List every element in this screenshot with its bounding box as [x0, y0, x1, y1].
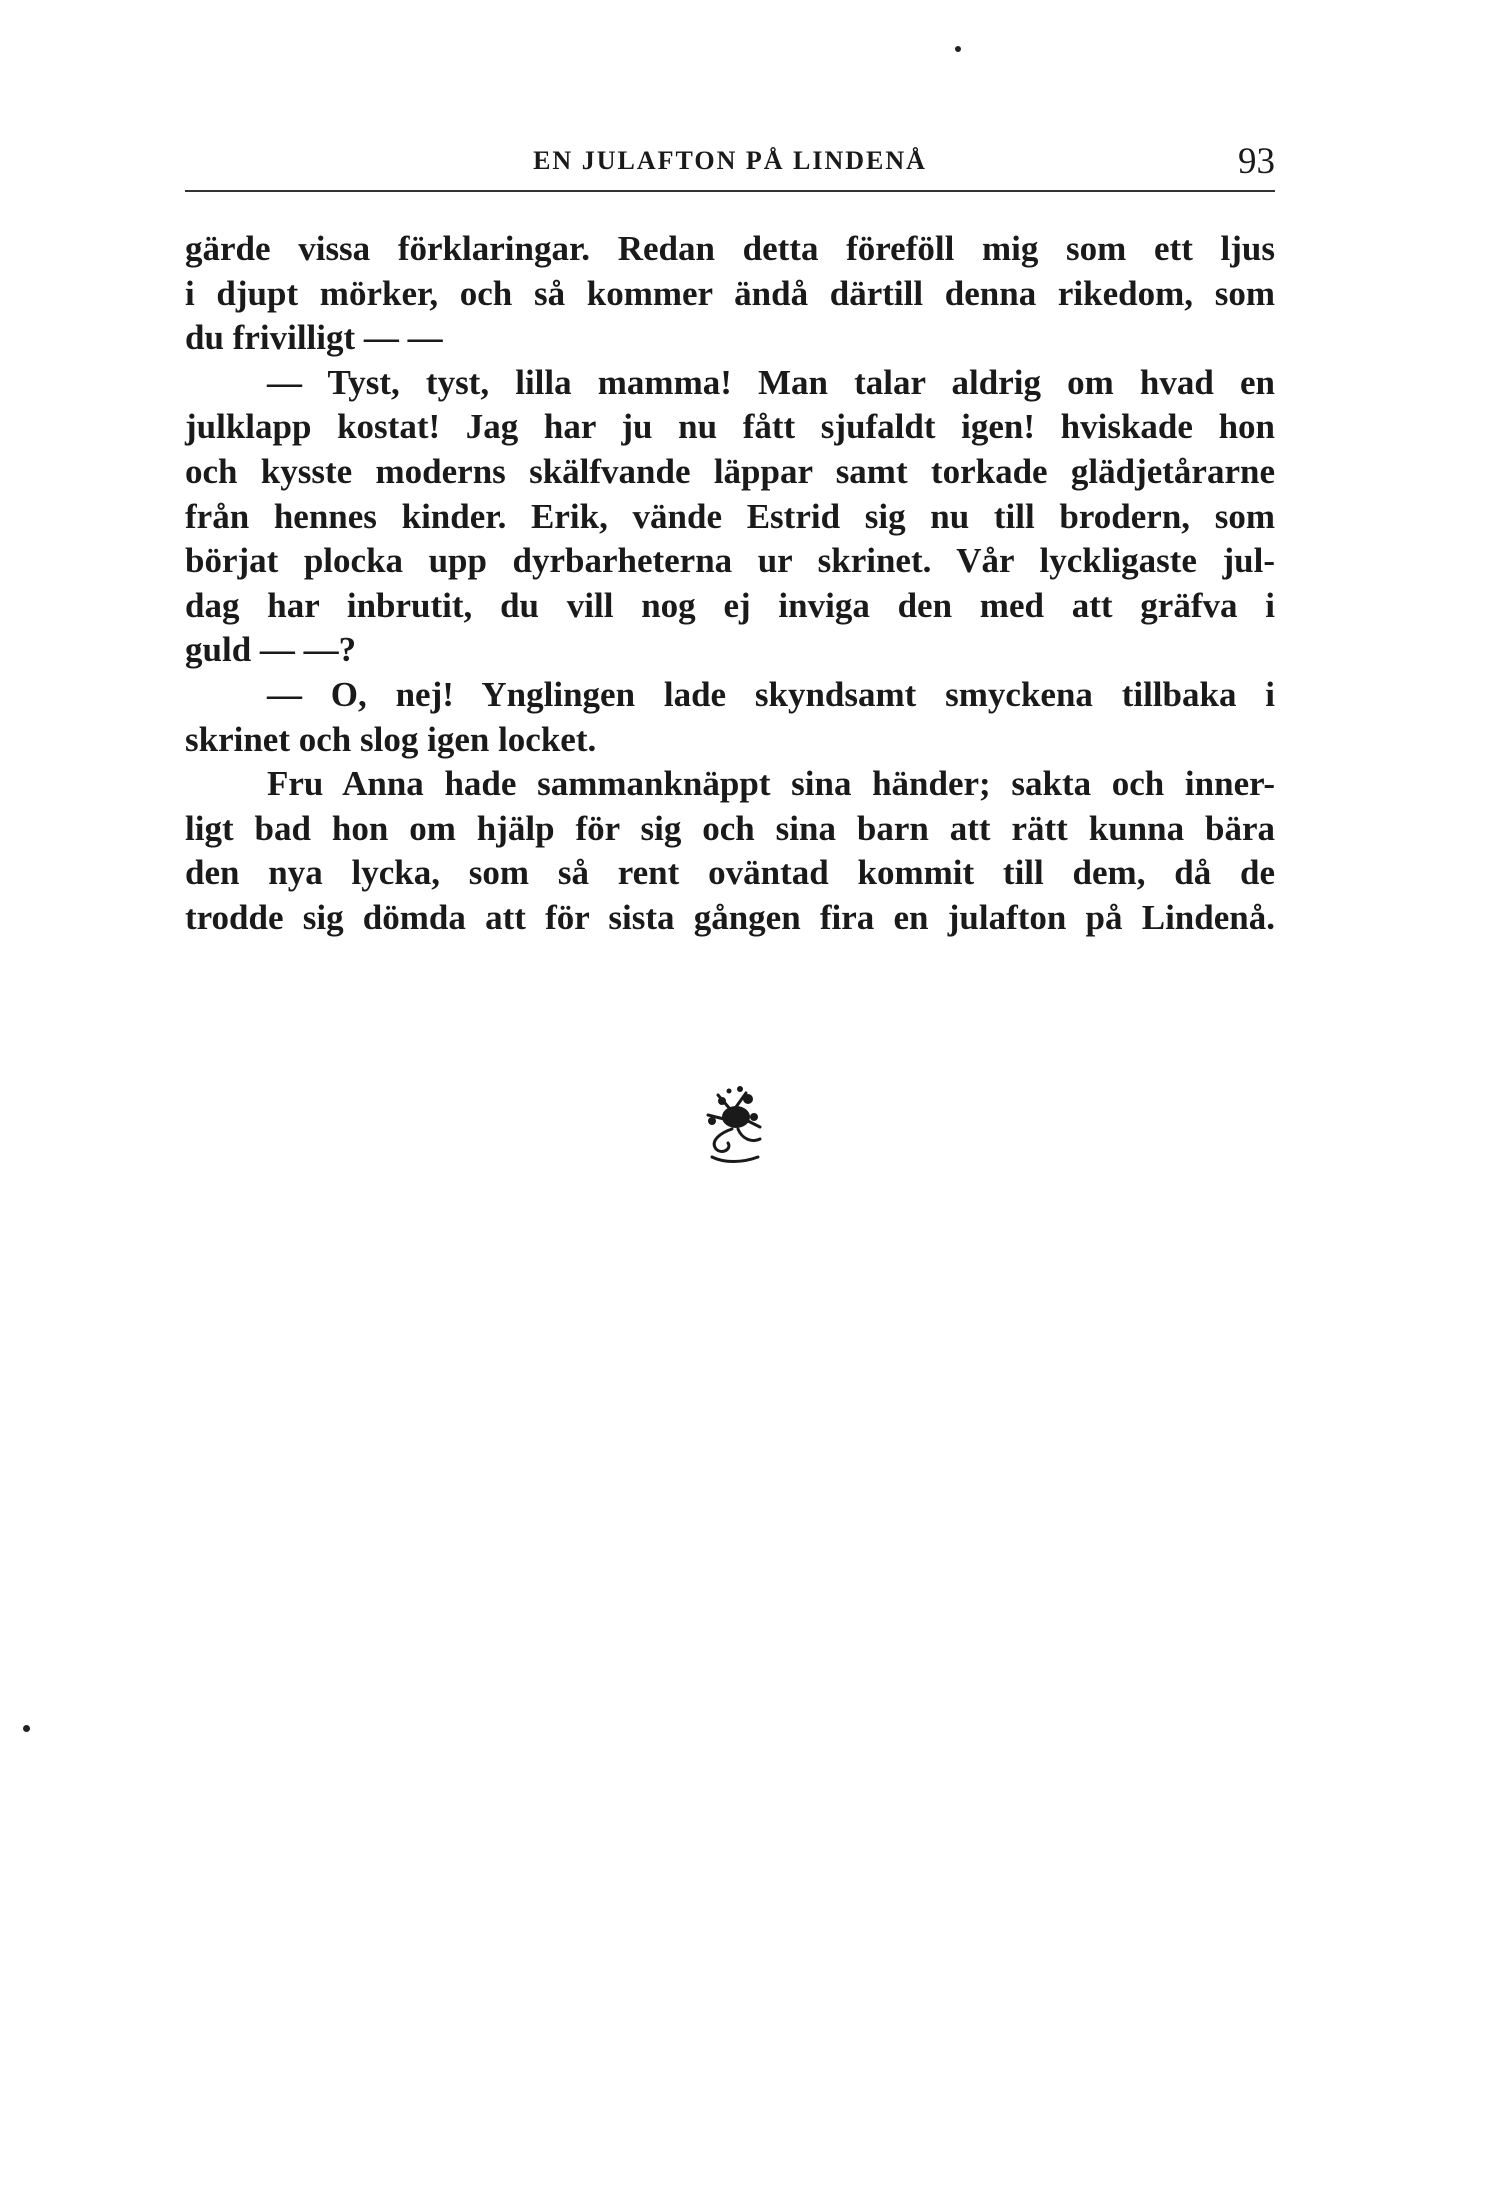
- vignette-ornament-icon: [698, 1077, 768, 1167]
- text-line: julklapp kostat! Jag har ju nu fått sjufaldt igen! hviskade hon: [185, 407, 1275, 447]
- text-line: trodde sig dömda att för sista gången fira en julafton på Lindenå.: [185, 897, 1275, 937]
- text-line: skrinet och slog igen locket.: [185, 719, 597, 759]
- print-speck: [955, 46, 961, 52]
- text-line: ligt bad hon om hjälp för sig och sina barn att rätt kunna bära: [185, 808, 1275, 848]
- text-line: och kysste moderns skälfvande läppar samt torkade glädjetårarne: [185, 451, 1275, 491]
- text-line: dag har inbrutit, du vill nog ej inviga den med att gräfva i: [185, 585, 1275, 625]
- running-head: [185, 140, 1275, 190]
- header-rule: [185, 190, 1275, 192]
- text-line: Fru Anna hade sammanknäppt sina händer; sakta och inner-: [267, 764, 1275, 804]
- text-line: guld — —?: [185, 630, 357, 670]
- text-line: från hennes kinder. Erik, vände Estrid sig nu till brodern, som: [185, 496, 1275, 536]
- print-speck: [23, 1725, 30, 1732]
- text-line: den nya lycka, som så rent oväntad kommit till dem, då de: [185, 853, 1275, 893]
- page-number: 93: [1238, 141, 1275, 182]
- text-line: — Tyst, tyst, lilla mamma! Man talar aldrig om hvad en: [267, 362, 1275, 402]
- text-line: gärde vissa förklaringar. Redan detta föreföll mig som ett ljus: [185, 229, 1275, 268]
- text-line: du frivilligt — —: [185, 318, 443, 358]
- body-text: [185, 227, 1275, 941]
- text-line: börjat plocka upp dyrbarheterna ur skrinet. Vår lyckligaste jul-: [185, 541, 1275, 581]
- running-title: EN JULAFTON PÅ LINDENÅ: [533, 146, 927, 175]
- text-line: — O, nej! Ynglingen lade skyndsamt smyckena tillbaka i: [267, 674, 1275, 714]
- text-line: i djupt mörker, och så kommer ändå därtill denna rikedom, som: [185, 273, 1275, 313]
